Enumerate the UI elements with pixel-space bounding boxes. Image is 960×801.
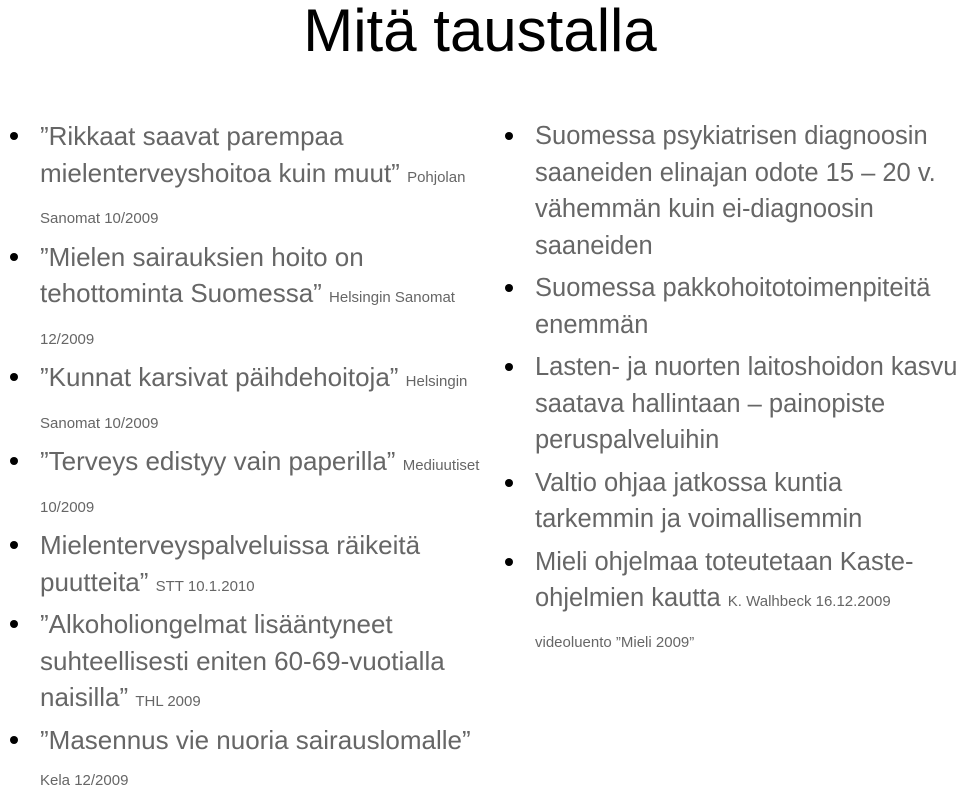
right-bullet-list	[505, 118, 960, 661]
list-item	[505, 118, 960, 264]
list-item	[10, 118, 480, 238]
item-text: ”Kunnat karsivat päihdehoitoja”	[40, 362, 406, 392]
item-source: Kela 12/2009	[40, 772, 129, 789]
right-column	[505, 118, 960, 667]
list-item	[10, 527, 480, 605]
bullet-icon	[505, 479, 513, 487]
item-source: Mediuutiset 10/2009	[40, 457, 480, 516]
item-text: ”Alkoholiongelmat lisääntyneet suhteellisesti eniten 60-69-vuotialla naisilla”	[40, 609, 445, 712]
bullet-icon	[10, 541, 18, 549]
item-source: THL 2009	[135, 693, 201, 710]
list-item	[505, 465, 960, 538]
bullet-icon	[10, 457, 18, 465]
item-text: ”Rikkaat saavat parempaa mielenterveyshoitoa kuin muut”	[40, 121, 408, 188]
list-item	[505, 349, 960, 459]
bullet-icon	[10, 736, 18, 744]
left-bullet-list	[10, 118, 480, 800]
item-text: Suomessa pakkohoitotoimenpiteitä enemmän	[535, 274, 931, 339]
item-text: Suomessa psykiatrisen diagnoosin saaneiden elinajan odote 15 – 20 v. vähemmän kuin ei-diagnoosin saaneiden	[535, 122, 936, 260]
item-text: Mieli ohjelmaa toteutetaan Kaste-ohjelmien kautta	[535, 547, 914, 612]
bullet-icon	[505, 284, 513, 292]
bullet-icon	[10, 253, 18, 261]
item-text: Lasten- ja nuorten laitoshoidon kasvu saatava hallintaan – painopiste peruspalveluihin	[535, 353, 958, 454]
list-item	[10, 722, 480, 800]
list-item	[10, 606, 480, 721]
bullet-icon	[10, 620, 18, 628]
list-item	[10, 443, 480, 526]
item-source: STT 10.1.2010	[155, 577, 255, 595]
list-item	[10, 359, 480, 442]
slide-title: Mitä taustalla	[303, 0, 657, 64]
item-source: K. Walhbeck 16.12.2009 videoluento ”Mieli 2009”	[535, 593, 891, 651]
item-text: ”Terveys edistyy vain paperilla”	[40, 446, 403, 476]
list-item	[505, 270, 960, 343]
list-item	[10, 239, 480, 359]
item-text: ”Mielen sairauksien hoito on tehottominta Suomessa”	[40, 241, 364, 308]
bullet-icon	[505, 132, 513, 140]
list-item	[505, 544, 960, 662]
item-text: Valtio ohjaa jatkossa kuntia tarkemmin ja voimallisemmin	[535, 468, 863, 533]
item-source: Helsingin Sanomat 12/2009	[40, 289, 455, 348]
bullet-icon	[505, 558, 513, 566]
bullet-icon	[10, 373, 18, 381]
item-text: Mielenterveyspalveluissa räikeitä puutteita”	[40, 530, 421, 597]
left-column	[10, 118, 480, 801]
bullet-icon	[505, 363, 513, 371]
item-source: Helsingin Sanomat 10/2009	[40, 373, 468, 432]
bullet-icon	[10, 132, 18, 140]
item-text: ”Masennus vie nuoria sairauslomalle”	[40, 724, 471, 755]
item-source: Pohjolan Sanomat 10/2009	[40, 168, 466, 227]
